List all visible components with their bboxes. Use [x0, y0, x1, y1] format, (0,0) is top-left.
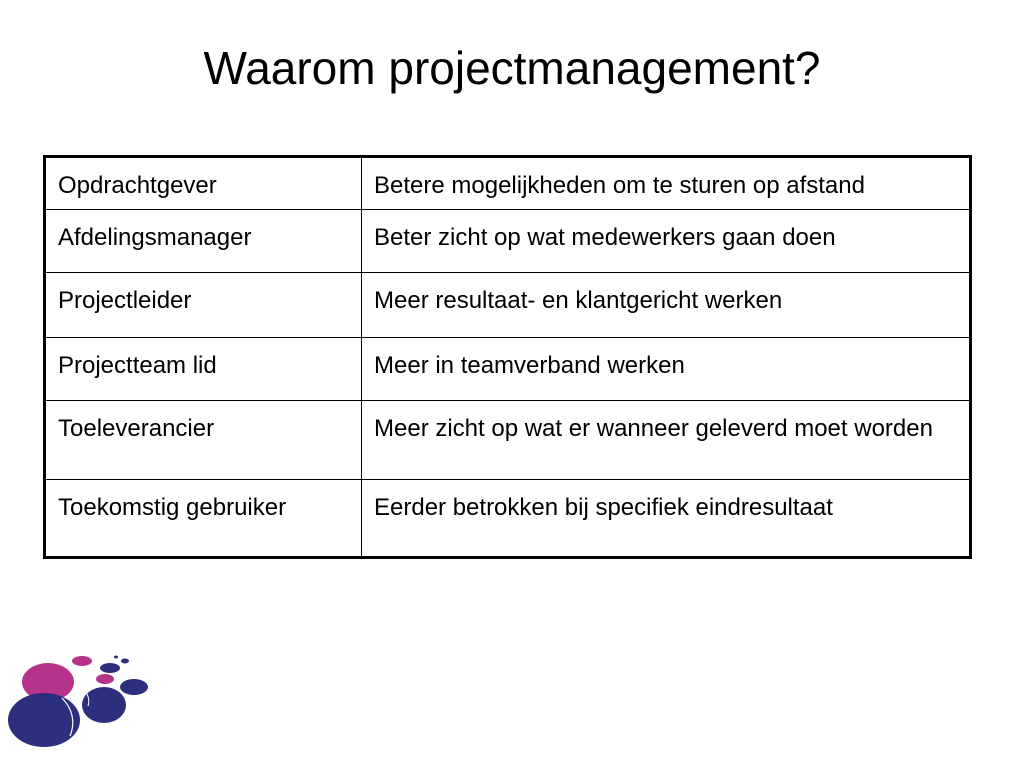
benefit-cell: Eerder betrokken bij specifiek eindresultaat [362, 480, 971, 558]
logo-bubble-navy-dot [114, 656, 118, 659]
table-row [45, 338, 971, 401]
role-cell: Toekomstig gebruiker [45, 480, 362, 558]
logo-bubble-magenta-tiny [96, 674, 114, 684]
role-cell: Toeleverancier [45, 401, 362, 480]
logo-bubble-navy-right [120, 679, 148, 695]
logo-bubble-magenta-small [72, 656, 92, 666]
role-cell: Opdrachtgever [45, 157, 362, 210]
role-cell: Projectteam lid [45, 338, 362, 401]
table-row [45, 157, 971, 210]
logo-bubble-navy-small [100, 663, 120, 673]
benefit-cell: Meer zicht op wat er wanneer geleverd moet worden [362, 401, 971, 480]
table-row [45, 273, 971, 338]
slide-title: Waarom projectmanagement? [203, 42, 821, 94]
table-row [45, 480, 971, 558]
role-cell: Projectleider [45, 273, 362, 338]
benefit-cell: Meer resultaat- en klantgericht werken [362, 273, 971, 338]
logo-bubble-navy-large [8, 693, 80, 747]
logo-bubble-navy-tiny [121, 659, 129, 664]
role-cell: Afdelingsmanager [45, 210, 362, 273]
table-row [45, 401, 971, 480]
rationale-table [43, 155, 972, 559]
benefit-cell: Betere mogelijkheden om te sturen op afstand [362, 157, 971, 210]
benefit-cell: Beter zicht op wat medewerkers gaan doen [362, 210, 971, 273]
table-row [45, 210, 971, 273]
bubbles-logo-icon [0, 650, 160, 760]
benefit-cell: Meer in teamverband werken [362, 338, 971, 401]
